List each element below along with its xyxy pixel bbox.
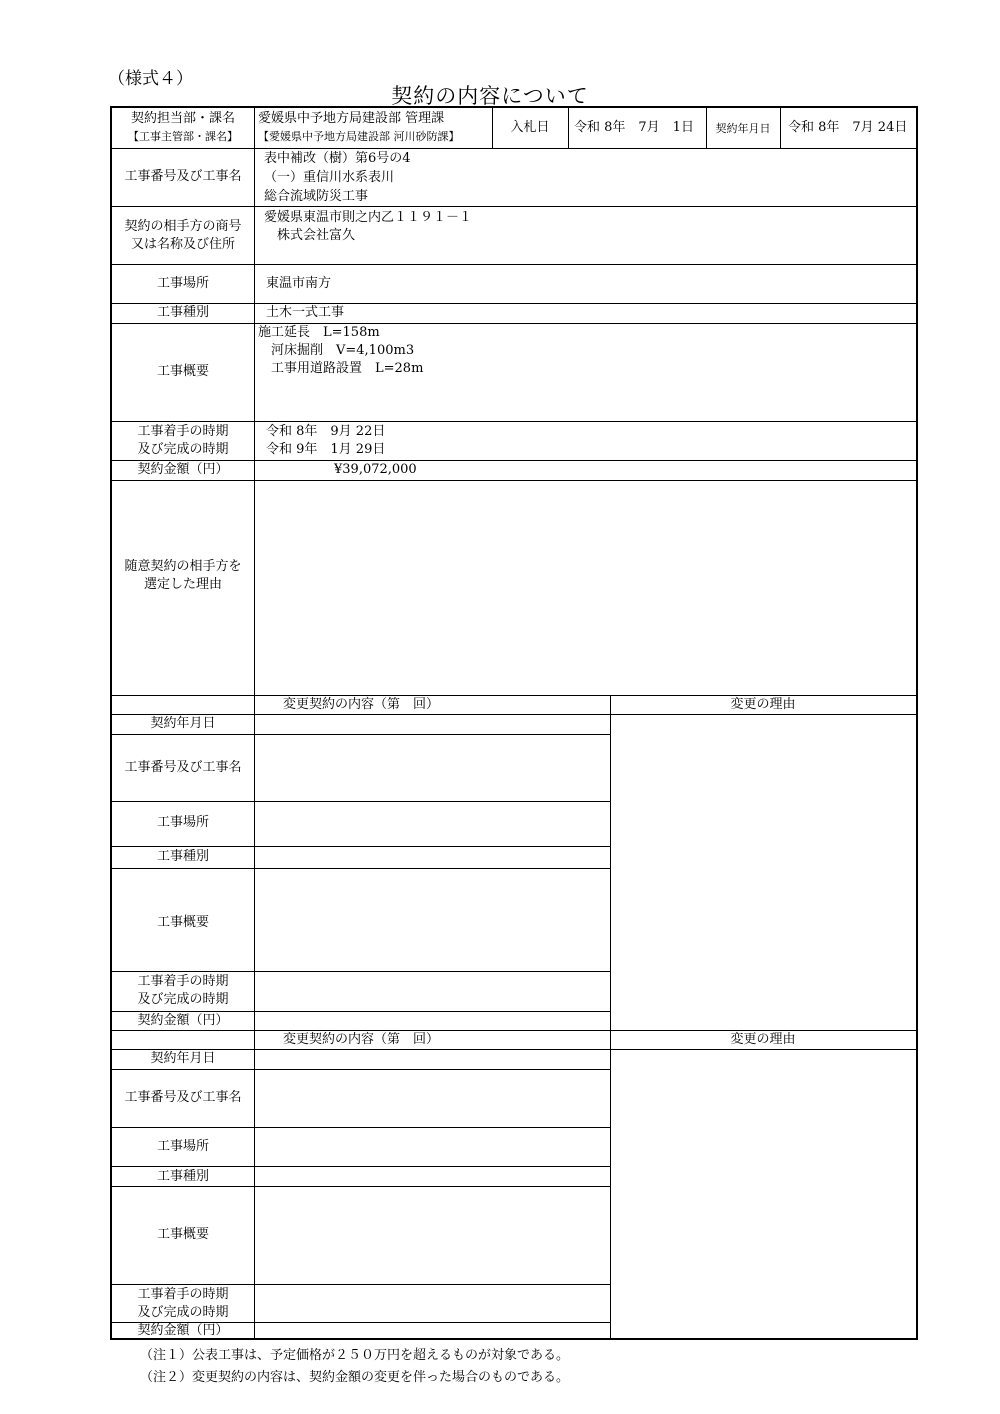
change-1-contract-date-label: 契約年月日 [150, 716, 216, 731]
change-2-contract-date-label: 契約年月日 [150, 1051, 216, 1066]
change-2-reason-header: 変更の理由 [730, 1032, 796, 1047]
change-2-work-no-label: 工事番号及び工事名 [124, 1090, 242, 1105]
type-value: 土木一式工事 [266, 305, 345, 320]
location-label: 工事場所 [156, 276, 209, 291]
amount-label: 契約金額（円） [137, 462, 229, 477]
change-1-amount-label: 契約金額（円） [137, 1013, 229, 1028]
bid-date-label: 入札日 [510, 120, 550, 135]
change-1-work-no-label: 工事番号及び工事名 [124, 760, 242, 775]
change-1-period-label: 工事着手の時期 及び完成の時期 [137, 974, 229, 1007]
party-address: 愛媛県東温市則之内乙１１９１－１ [264, 210, 473, 225]
contract-date-value: 令和 8年 7月 24日 [788, 120, 908, 135]
change-1-reason-header: 変更の理由 [730, 697, 796, 712]
party-label: 契約の相手方の商号 又は名称及び住所 [124, 219, 242, 252]
note-1: （注１）公表工事は、予定価格が２５０万円を超えるものが対象である。 [140, 1348, 570, 1363]
amount-value: ¥39,072,000 [334, 462, 417, 477]
reason-label: 随意契約の相手方を 選定した理由 [124, 559, 242, 592]
contract-form-table [110, 106, 918, 1340]
contract-date-label: 契約年月日 [715, 122, 771, 135]
party-name: 株式会社富久 [264, 228, 356, 243]
page-title: 契約の内容について [391, 84, 589, 108]
note-2: （注２）変更契約の内容は、契約金額の変更を伴った場合のものである。 [140, 1370, 570, 1385]
summary-line-3: 工事用道路設置 L=28m [258, 361, 424, 376]
dept-label: 契約担当部・課名 【工事主管部・課名】 [128, 111, 238, 143]
change-1-type-label: 工事種別 [156, 849, 209, 864]
change-2-type-label: 工事種別 [156, 1169, 209, 1184]
change-1-location-label: 工事場所 [156, 815, 209, 830]
work-no-line-3: 総合流域防災工事 [264, 189, 369, 204]
change-2-amount-label: 契約金額（円） [137, 1323, 229, 1338]
change-2-period-label: 工事着手の時期 及び完成の時期 [137, 1287, 229, 1320]
dept-value: 愛媛県中予地方局建設部 管理課 [258, 111, 445, 126]
work-no-line-2: （一）重信川水系表川 [264, 170, 395, 185]
bid-date-value: 令和 8年 7月 1日 [574, 120, 694, 135]
change-2-summary-label: 工事概要 [156, 1227, 209, 1242]
period-label: 工事着手の時期 及び完成の時期 [137, 424, 229, 457]
work-no-line-1: 表中補改（樹）第6号の4 [264, 151, 411, 166]
change-2-header: 変更契約の内容（第 回） [282, 1032, 439, 1047]
period-start: 令和 8年 9月 22日 [266, 424, 386, 439]
form-number: （様式４） [108, 69, 193, 89]
change-1-summary-label: 工事概要 [156, 915, 209, 930]
change-2-location-label: 工事場所 [156, 1139, 209, 1154]
change-1-header: 変更契約の内容（第 回） [282, 697, 439, 712]
location-value: 東温市南方 [266, 276, 332, 291]
summary-line-2: 河床掘削 V=4,100m3 [258, 343, 415, 358]
work-no-label: 工事番号及び工事名 [124, 169, 242, 184]
dept-value-sub: 【愛媛県中予地方局建設部 河川砂防課】 [258, 130, 460, 143]
summary-label: 工事概要 [156, 364, 209, 379]
summary-line-1: 施工延長 L=158m [258, 325, 380, 340]
period-end: 令和 9年 1月 29日 [266, 442, 386, 457]
type-label: 工事種別 [156, 305, 209, 320]
